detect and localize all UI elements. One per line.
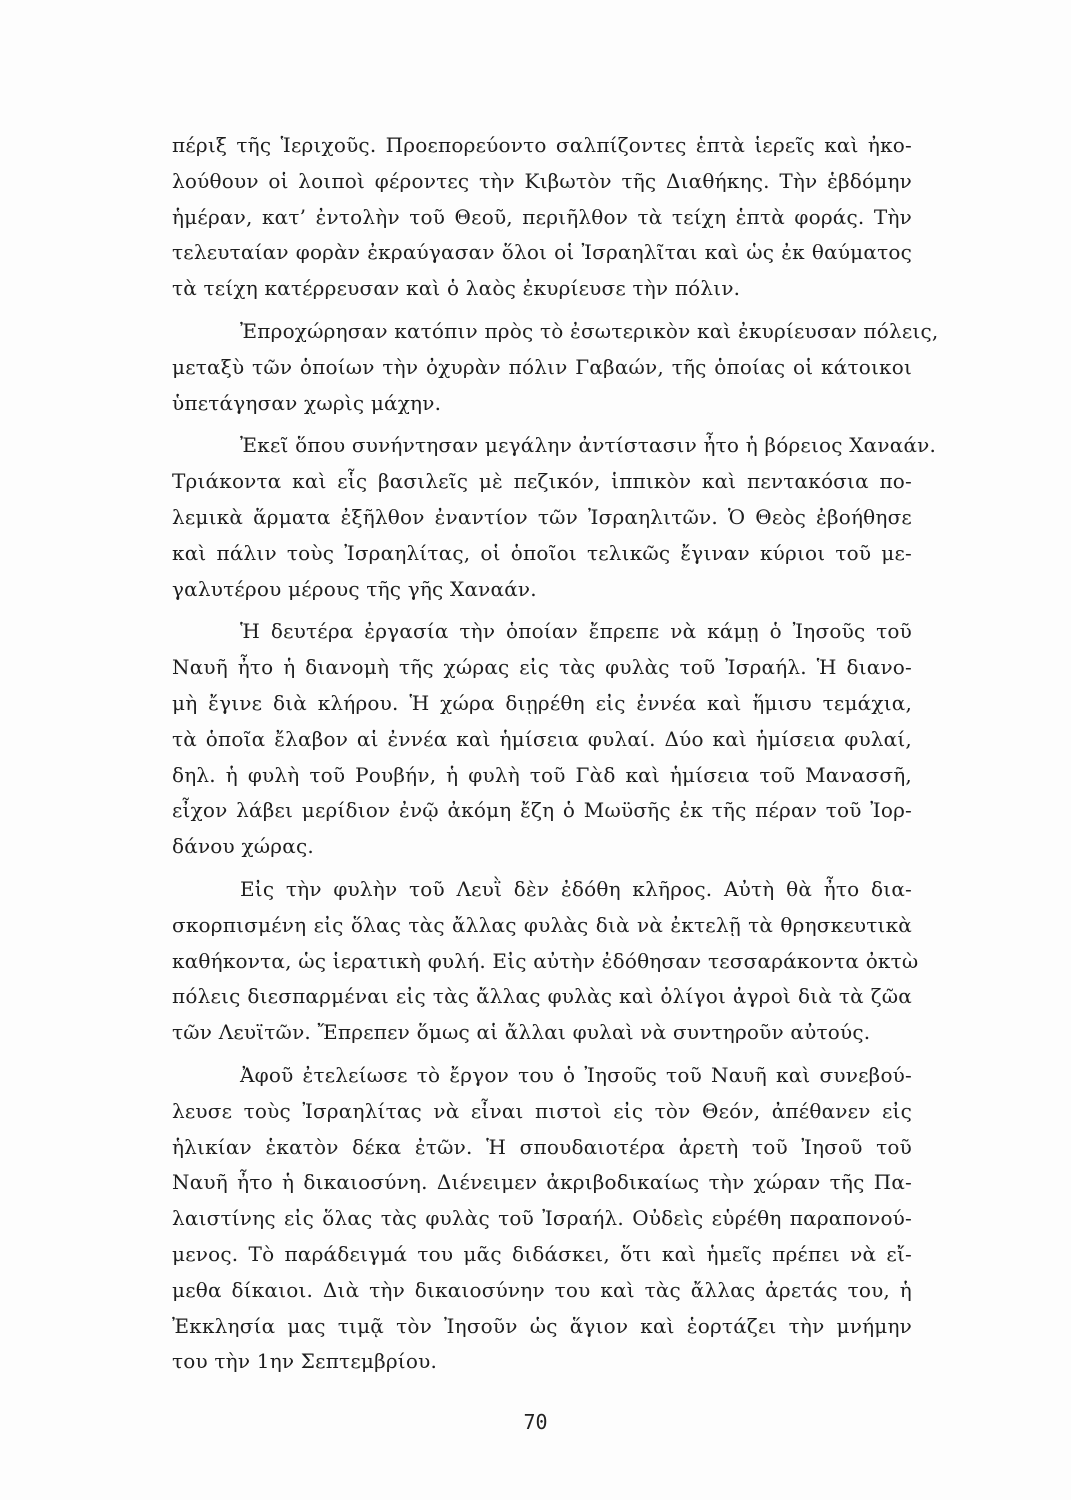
text-line: Ἐκκλησία μας τιμᾷ τὸν Ἰησοῦν ὡς ἅγιον καὶ ἑορτάζει τὴν μνήμην bbox=[172, 1313, 912, 1338]
paragraph-3 bbox=[172, 428, 937, 607]
body-text bbox=[172, 128, 939, 1387]
text-line: σκορπισμένη εἰς ὅλας τὰς ἄλλας φυλὰς διὰ νὰ ἐκτελῇ τὰ θρησκευτικὰ bbox=[172, 912, 912, 937]
text-line: Τριάκοντα καὶ εἷς βασιλεῖς μὲ πεζικόν, ἱππικὸν καὶ πεντακόσια πο- bbox=[172, 469, 912, 494]
text-line: μεθα δίκαιοι. Διὰ τὴν δικαιοσύνην του καὶ τὰς ἄλλας ἀρετάς του, ἡ bbox=[172, 1277, 912, 1302]
text-line: λούθουν οἱ λοιποὶ φέροντες τὴν Κιβωτὸν τῆς Διαθήκης. Τὴν ἑβδόμην bbox=[172, 168, 912, 193]
text-line: τῶν Λευϊτῶν. Ἔπρεπεν ὅμως αἱ ἄλλαι φυλαὶ νὰ συντηροῦν αὐτούς. bbox=[172, 1020, 871, 1045]
text-line: μενος. Τὸ παράδειγμά του μᾶς διδάσκει, ὅτι καὶ ἡμεῖς πρέπει νὰ εἴ- bbox=[172, 1241, 912, 1266]
text-line: πόλεις διεσπαρμέναι εἰς τὰς ἄλλας φυλὰς καὶ ὀλίγοι ἀγροὶ διὰ τὰ ζῶα bbox=[172, 984, 912, 1009]
text-line: του τὴν 1ην Σεπτεμβρίου. bbox=[172, 1349, 437, 1374]
paragraph-2 bbox=[172, 314, 939, 421]
text-line: γαλυτέρου μέρους τῆς γῆς Χαναάν. bbox=[172, 576, 537, 601]
text-line: ἡμέραν, κατ’ ἐντολὴν τοῦ Θεοῦ, περιῆλθον τὰ τείχη ἑπτὰ φοράς. Τὴν bbox=[172, 204, 912, 229]
paragraph-6 bbox=[172, 1058, 912, 1380]
text-line: δηλ. ἡ φυλὴ τοῦ Ρουβήν, ἡ φυλὴ τοῦ Γὰδ καὶ ἡμίσεια τοῦ Μανασσῆ, bbox=[172, 762, 912, 787]
text-line: ὑπετάγησαν χωρὶς μάχην. bbox=[172, 390, 442, 415]
text-line: τὰ ὁποῖα ἔλαβον αἱ ἐννέα καὶ ἡμίσεια φυλαί. Δύο καὶ ἡμίσεια φυλαί, bbox=[172, 726, 912, 751]
text-line: λεμικὰ ἅρματα ἐξῆλθον ἐναντίον τῶν Ἰσραηλιτῶν. Ὁ Θεὸς ἐβοήθησε bbox=[172, 504, 912, 529]
text-line: μεταξὺ τῶν ὁποίων τὴν ὀχυρὰν πόλιν Γαβαών, τῆς ὁποίας οἱ κάτοικοι bbox=[172, 354, 912, 379]
text-line: Ἡ δευτέρα ἐργασία τὴν ὁποίαν ἔπρεπε νὰ κάμῃ ὁ Ἰησοῦς τοῦ bbox=[240, 619, 912, 644]
paragraph-5 bbox=[172, 872, 919, 1051]
text-line: Ἀφοῦ ἐτελείωσε τὸ ἔργον του ὁ Ἰησοῦς τοῦ Ναυῆ καὶ συνεβού- bbox=[240, 1062, 912, 1087]
text-line: καὶ πάλιν τοὺς Ἰσραηλίτας, οἱ ὁποῖοι τελικῶς ἔγιναν κύριοι τοῦ με- bbox=[172, 540, 912, 565]
text-line: εἶχον λάβει μερίδιον ἐνῷ ἀκόμη ἔζη ὁ Μωϋσῆς ἐκ τῆς πέραν τοῦ Ἰορ- bbox=[172, 798, 912, 823]
text-line: δάνου χώρας. bbox=[172, 834, 314, 859]
text-line: λαιστίνης εἰς ὅλας τὰς φυλὰς τοῦ Ἰσραήλ. Οὐδεὶς εὑρέθη παραπονού- bbox=[172, 1206, 912, 1231]
text-line: τὰ τείχη κατέρρευσαν καὶ ὁ λαὸς ἐκυρίευσε τὴν πόλιν. bbox=[172, 276, 741, 301]
text-line: καθήκοντα, ὡς ἱερατικὴ φυλή. Εἰς αὐτὴν ἐδόθησαν τεσσαράκοντα ὀκτὼ bbox=[172, 948, 919, 973]
text-line: Ἐκεῖ ὅπου συνήντησαν μεγάλην ἀντίστασιν ἦτο ἡ βόρειος Χαναάν. bbox=[240, 433, 937, 458]
text-line: λευσε τοὺς Ἰσραηλίτας νὰ εἶναι πιστοὶ εἰς τὸν Θεόν, ἀπέθανεν εἰς bbox=[172, 1098, 912, 1123]
text-line: τελευταίαν φορὰν ἐκραύγασαν ὅλοι οἱ Ἰσραηλῖται καὶ ὡς ἐκ θαύματος bbox=[172, 240, 912, 265]
text-line: πέριξ τῆς Ἱεριχοῦς. Προεπορεύοντο σαλπίζοντες ἑπτὰ ἱερεῖς καὶ ἠκο- bbox=[172, 133, 912, 157]
text-line: Ἐπροχώρησαν κατόπιν πρὸς τὸ ἐσωτερικὸν καὶ ἐκυρίευσαν πόλεις, bbox=[240, 318, 939, 343]
paragraph-4 bbox=[172, 614, 912, 865]
page-number: 70 bbox=[523, 1410, 548, 1434]
text-line: μὴ ἔγινε διὰ κλήρου. Ἡ χώρα διῃρέθη εἰς ἐννέα καὶ ἥμισυ τεμάχια, bbox=[172, 690, 912, 715]
text-line: Ναυῆ ἦτο ἡ διανομὴ τῆς χώρας εἰς τὰς φυλὰς τοῦ Ἰσραήλ. Ἡ διανο- bbox=[172, 655, 912, 680]
text-line: ἡλικίαν ἑκατὸν δέκα ἐτῶν. Ἡ σπουδαιοτέρα ἀρετὴ τοῦ Ἰησοῦ τοῦ bbox=[172, 1134, 912, 1159]
paragraph-1 bbox=[172, 128, 912, 307]
text-line: Εἰς τὴν φυλὴν τοῦ Λευῒ δὲν ἐδόθη κλῆρος. Αὐτὴ θὰ ἦτο δια- bbox=[240, 876, 912, 901]
text-line: Ναυῆ ἦτο ἡ δικαιοσύνη. Διένειμεν ἀκριβοδικαίως τὴν χώραν τῆς Πα- bbox=[172, 1170, 912, 1195]
